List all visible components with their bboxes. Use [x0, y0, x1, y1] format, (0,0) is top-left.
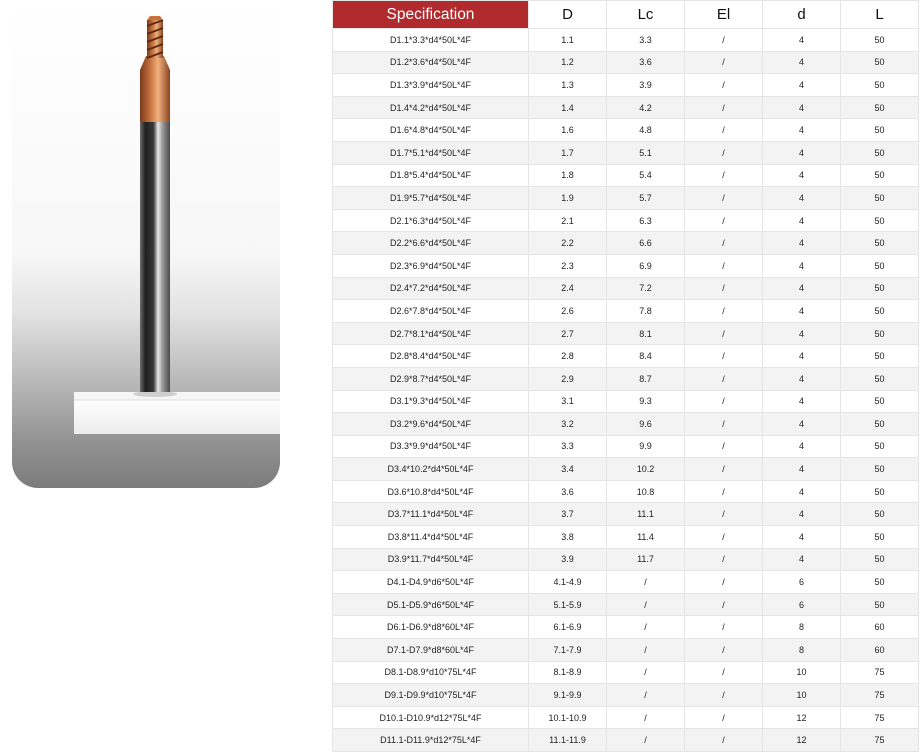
l-cell: 50 — [841, 571, 919, 594]
d-cell: 1.2 — [529, 51, 607, 74]
spec-cell: D2.7*8.1*d4*50L*4F — [333, 322, 529, 345]
spec-cell: D1.7*5.1*d4*50L*4F — [333, 141, 529, 164]
el-cell: / — [685, 96, 763, 119]
d-cell: 11.1-11.9 — [529, 729, 607, 752]
lc-cell: 3.9 — [607, 74, 685, 97]
spec-cell: D10.1-D10.9*d12*75L*4F — [333, 706, 529, 729]
d-cell: 10.1-10.9 — [529, 706, 607, 729]
el-cell: / — [685, 706, 763, 729]
spec-cell: D2.3*6.9*d4*50L*4F — [333, 254, 529, 277]
table-row — [333, 639, 919, 662]
spec-cell: D1.8*5.4*d4*50L*4F — [333, 164, 529, 187]
el-cell: / — [685, 51, 763, 74]
lc-cell: 4.2 — [607, 96, 685, 119]
table-row — [333, 706, 919, 729]
l-cell: 50 — [841, 232, 919, 255]
spec-cell: D3.6*10.8*d4*50L*4F — [333, 480, 529, 503]
shank-d-cell: 4 — [763, 74, 841, 97]
l-cell: 75 — [841, 729, 919, 752]
table-row — [333, 74, 919, 97]
l-cell: 50 — [841, 435, 919, 458]
d-cell: 2.9 — [529, 367, 607, 390]
lc-cell: 9.6 — [607, 413, 685, 436]
el-cell: / — [685, 164, 763, 187]
d-cell: 7.1-7.9 — [529, 639, 607, 662]
lc-cell: 6.3 — [607, 209, 685, 232]
d-cell: 2.7 — [529, 322, 607, 345]
spec-table — [332, 0, 919, 752]
shank-d-cell: 12 — [763, 729, 841, 752]
shank-d-cell: 12 — [763, 706, 841, 729]
spec-cell: D11.1-D11.9*d12*75L*4F — [333, 729, 529, 752]
shank-d-cell: 4 — [763, 526, 841, 549]
shank-d-cell: 4 — [763, 141, 841, 164]
lc-cell: / — [607, 729, 685, 752]
el-cell: / — [685, 254, 763, 277]
lc-cell: / — [607, 639, 685, 662]
table-row — [333, 254, 919, 277]
l-cell: 50 — [841, 548, 919, 571]
spec-cell: D2.1*6.3*d4*50L*4F — [333, 209, 529, 232]
table-header-row — [333, 1, 919, 29]
shank-d-cell: 4 — [763, 187, 841, 210]
table-row — [333, 593, 919, 616]
spec-cell: D4.1-D4.9*d6*50L*4F — [333, 571, 529, 594]
spec-cell: D1.6*4.8*d4*50L*4F — [333, 119, 529, 142]
el-cell: / — [685, 435, 763, 458]
d-cell: 1.6 — [529, 119, 607, 142]
header-specification: Specification — [333, 1, 529, 29]
lc-cell: 8.7 — [607, 367, 685, 390]
el-cell: / — [685, 503, 763, 526]
lc-cell: 10.8 — [607, 480, 685, 503]
d-cell: 1.1 — [529, 29, 607, 52]
d-cell: 2.6 — [529, 300, 607, 323]
lc-cell: 10.2 — [607, 458, 685, 481]
d-cell: 5.1-5.9 — [529, 593, 607, 616]
header-l: L — [841, 1, 919, 29]
l-cell: 50 — [841, 300, 919, 323]
lc-cell: 7.2 — [607, 277, 685, 300]
shank-d-cell: 4 — [763, 322, 841, 345]
lc-cell: 11.4 — [607, 526, 685, 549]
shank-d-cell: 4 — [763, 164, 841, 187]
shank-d-cell: 4 — [763, 367, 841, 390]
spec-cell: D7.1-D7.9*d8*60L*4F — [333, 639, 529, 662]
spec-cell: D3.1*9.3*d4*50L*4F — [333, 390, 529, 413]
l-cell: 60 — [841, 639, 919, 662]
d-cell: 2.3 — [529, 254, 607, 277]
lc-cell: / — [607, 571, 685, 594]
lc-cell: 5.4 — [607, 164, 685, 187]
table-row — [333, 571, 919, 594]
el-cell: / — [685, 593, 763, 616]
table-row — [333, 526, 919, 549]
el-cell: / — [685, 141, 763, 164]
el-cell: / — [685, 684, 763, 707]
table-row — [333, 187, 919, 210]
spec-cell: D6.1-D6.9*d8*60L*4F — [333, 616, 529, 639]
lc-cell: 11.1 — [607, 503, 685, 526]
shank-d-cell: 4 — [763, 277, 841, 300]
l-cell: 50 — [841, 503, 919, 526]
table-row — [333, 390, 919, 413]
l-cell: 50 — [841, 390, 919, 413]
lc-cell: 7.8 — [607, 300, 685, 323]
d-cell: 1.9 — [529, 187, 607, 210]
table-row — [333, 503, 919, 526]
el-cell: / — [685, 729, 763, 752]
spec-cell: D5.1-D5.9*d6*50L*4F — [333, 593, 529, 616]
table-row — [333, 367, 919, 390]
lc-cell: 6.9 — [607, 254, 685, 277]
table-row — [333, 480, 919, 503]
shank-d-cell: 10 — [763, 661, 841, 684]
el-cell: / — [685, 661, 763, 684]
shank-d-cell: 4 — [763, 96, 841, 119]
shank-d-cell: 6 — [763, 593, 841, 616]
table-row — [333, 661, 919, 684]
table-row — [333, 729, 919, 752]
el-cell: / — [685, 74, 763, 97]
l-cell: 50 — [841, 141, 919, 164]
spec-cell: D1.9*5.7*d4*50L*4F — [333, 187, 529, 210]
el-cell: / — [685, 458, 763, 481]
lc-cell: / — [607, 616, 685, 639]
shank-d-cell: 4 — [763, 480, 841, 503]
spec-cell: D9.1-D9.9*d10*75L*4F — [333, 684, 529, 707]
table-row — [333, 51, 919, 74]
table-row — [333, 164, 919, 187]
l-cell: 50 — [841, 526, 919, 549]
d-cell: 1.7 — [529, 141, 607, 164]
lc-cell: 4.8 — [607, 119, 685, 142]
d-cell: 3.6 — [529, 480, 607, 503]
header-lc: Lc — [607, 1, 685, 29]
el-cell: / — [685, 413, 763, 436]
shank-d-cell: 4 — [763, 390, 841, 413]
table-row — [333, 209, 919, 232]
el-cell: / — [685, 29, 763, 52]
l-cell: 50 — [841, 51, 919, 74]
spec-cell: D2.6*7.8*d4*50L*4F — [333, 300, 529, 323]
shank-d-cell: 4 — [763, 413, 841, 436]
lc-cell: 5.7 — [607, 187, 685, 210]
d-cell: 2.1 — [529, 209, 607, 232]
spec-cell: D2.8*8.4*d4*50L*4F — [333, 345, 529, 368]
spec-cell: D1.2*3.6*d4*50L*4F — [333, 51, 529, 74]
l-cell: 75 — [841, 661, 919, 684]
d-cell: 8.1-8.9 — [529, 661, 607, 684]
d-cell: 1.8 — [529, 164, 607, 187]
el-cell: / — [685, 548, 763, 571]
l-cell: 50 — [841, 322, 919, 345]
el-cell: / — [685, 322, 763, 345]
l-cell: 50 — [841, 458, 919, 481]
l-cell: 50 — [841, 164, 919, 187]
l-cell: 75 — [841, 684, 919, 707]
table-row — [333, 458, 919, 481]
spec-cell: D3.2*9.6*d4*50L*4F — [333, 413, 529, 436]
table-body — [333, 29, 919, 752]
shank-d-cell: 4 — [763, 254, 841, 277]
spec-cell: D3.7*11.1*d4*50L*4F — [333, 503, 529, 526]
shank-d-cell: 4 — [763, 209, 841, 232]
l-cell: 50 — [841, 187, 919, 210]
spec-cell: D3.9*11.7*d4*50L*4F — [333, 548, 529, 571]
el-cell: / — [685, 390, 763, 413]
d-cell: 4.1-4.9 — [529, 571, 607, 594]
el-cell: / — [685, 187, 763, 210]
lc-cell: 11.7 — [607, 548, 685, 571]
lc-cell: 3.3 — [607, 29, 685, 52]
d-cell: 3.8 — [529, 526, 607, 549]
shank-d-cell: 4 — [763, 503, 841, 526]
l-cell: 50 — [841, 593, 919, 616]
d-cell: 9.1-9.9 — [529, 684, 607, 707]
el-cell: / — [685, 639, 763, 662]
d-cell: 3.1 — [529, 390, 607, 413]
table-row — [333, 435, 919, 458]
lc-cell: 5.1 — [607, 141, 685, 164]
table-row — [333, 684, 919, 707]
l-cell: 50 — [841, 29, 919, 52]
el-cell: / — [685, 277, 763, 300]
table-row — [333, 29, 919, 52]
el-cell: / — [685, 526, 763, 549]
lc-cell: / — [607, 706, 685, 729]
lc-cell: 9.9 — [607, 435, 685, 458]
l-cell: 50 — [841, 209, 919, 232]
lc-cell: / — [607, 593, 685, 616]
lc-cell: / — [607, 684, 685, 707]
table-row — [333, 300, 919, 323]
d-cell: 3.4 — [529, 458, 607, 481]
header-d: D — [529, 1, 607, 29]
spec-cell: D1.4*4.2*d4*50L*4F — [333, 96, 529, 119]
header-el: El — [685, 1, 763, 29]
l-cell: 75 — [841, 706, 919, 729]
spec-cell: D2.2*6.6*d4*50L*4F — [333, 232, 529, 255]
l-cell: 50 — [841, 345, 919, 368]
el-cell: / — [685, 300, 763, 323]
table-row — [333, 232, 919, 255]
l-cell: 50 — [841, 254, 919, 277]
shank-d-cell: 4 — [763, 458, 841, 481]
l-cell: 50 — [841, 480, 919, 503]
product-photo — [12, 0, 280, 488]
d-cell: 2.4 — [529, 277, 607, 300]
l-cell: 50 — [841, 277, 919, 300]
shank-d-cell: 4 — [763, 232, 841, 255]
shank-d-cell: 4 — [763, 51, 841, 74]
d-cell: 3.3 — [529, 435, 607, 458]
shank-d-cell: 4 — [763, 345, 841, 368]
spec-cell: D3.4*10.2*d4*50L*4F — [333, 458, 529, 481]
l-cell: 50 — [841, 119, 919, 142]
table-row — [333, 96, 919, 119]
el-cell: / — [685, 367, 763, 390]
shank-d-cell: 8 — [763, 639, 841, 662]
table-row — [333, 277, 919, 300]
table-row — [333, 616, 919, 639]
d-cell: 3.9 — [529, 548, 607, 571]
d-cell: 6.1-6.9 — [529, 616, 607, 639]
shank-d-cell: 8 — [763, 616, 841, 639]
spec-cell: D2.4*7.2*d4*50L*4F — [333, 277, 529, 300]
lc-cell: 6.6 — [607, 232, 685, 255]
d-cell: 1.3 — [529, 74, 607, 97]
l-cell: 50 — [841, 413, 919, 436]
el-cell: / — [685, 571, 763, 594]
el-cell: / — [685, 616, 763, 639]
shank-d-cell: 4 — [763, 435, 841, 458]
d-cell: 2.2 — [529, 232, 607, 255]
lc-cell: / — [607, 661, 685, 684]
shank-d-cell: 4 — [763, 119, 841, 142]
d-cell: 3.7 — [529, 503, 607, 526]
el-cell: / — [685, 209, 763, 232]
d-cell: 3.2 — [529, 413, 607, 436]
el-cell: / — [685, 232, 763, 255]
d-cell: 2.8 — [529, 345, 607, 368]
l-cell: 50 — [841, 96, 919, 119]
header-shank-d: d — [763, 1, 841, 29]
table-row — [333, 119, 919, 142]
table-row — [333, 413, 919, 436]
table-row — [333, 141, 919, 164]
el-cell: / — [685, 480, 763, 503]
table-row — [333, 345, 919, 368]
l-cell: 50 — [841, 367, 919, 390]
shank-d-cell: 4 — [763, 300, 841, 323]
shank-d-cell: 4 — [763, 548, 841, 571]
lc-cell: 8.4 — [607, 345, 685, 368]
table-row — [333, 548, 919, 571]
l-cell: 60 — [841, 616, 919, 639]
end-mill-photo-icon — [12, 0, 280, 488]
spec-cell: D1.3*3.9*d4*50L*4F — [333, 74, 529, 97]
shank-d-cell: 4 — [763, 29, 841, 52]
el-cell: / — [685, 345, 763, 368]
shank-d-cell: 6 — [763, 571, 841, 594]
lc-cell: 8.1 — [607, 322, 685, 345]
lc-cell: 3.6 — [607, 51, 685, 74]
d-cell: 1.4 — [529, 96, 607, 119]
shank-d-cell: 10 — [763, 684, 841, 707]
spec-cell: D3.8*11.4*d4*50L*4F — [333, 526, 529, 549]
spec-cell: D2.9*8.7*d4*50L*4F — [333, 367, 529, 390]
table-row — [333, 322, 919, 345]
lc-cell: 9.3 — [607, 390, 685, 413]
spec-cell: D3.3*9.9*d4*50L*4F — [333, 435, 529, 458]
el-cell: / — [685, 119, 763, 142]
spec-cell: D8.1-D8.9*d10*75L*4F — [333, 661, 529, 684]
spec-cell: D1.1*3.3*d4*50L*4F — [333, 29, 529, 52]
l-cell: 50 — [841, 74, 919, 97]
